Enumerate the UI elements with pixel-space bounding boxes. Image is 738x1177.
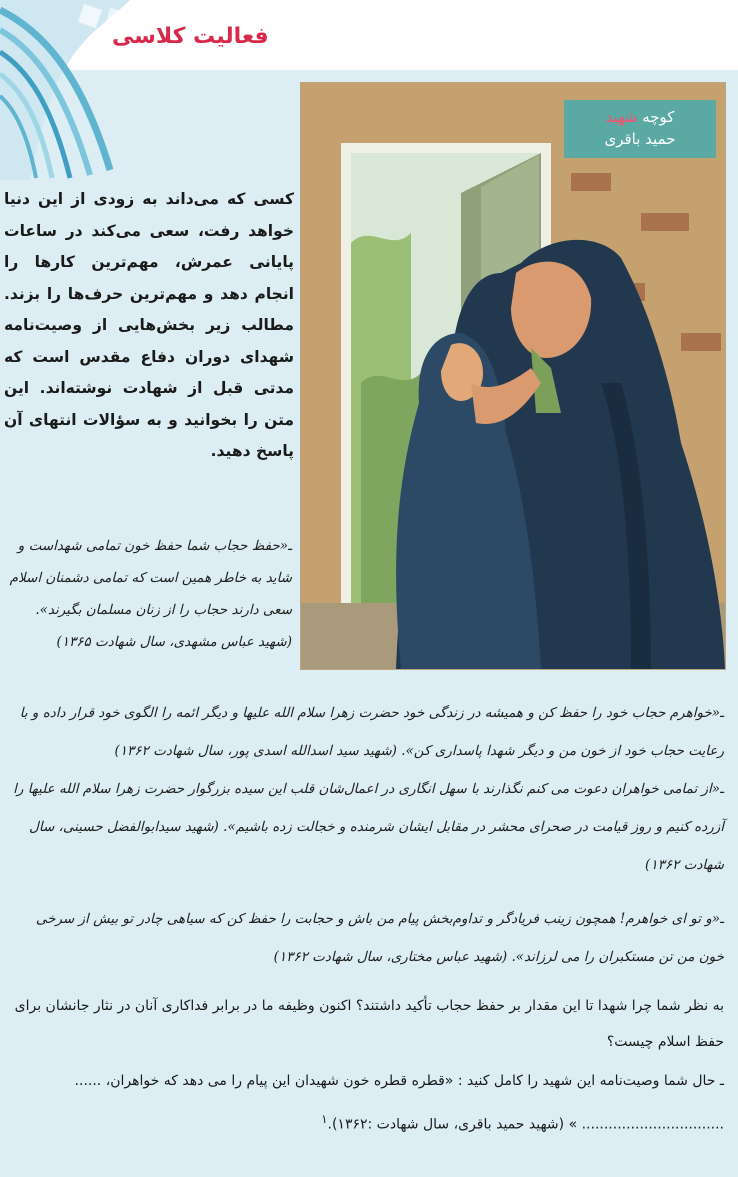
quote-text: ـ«از تمامی خواهران دعوت می کنم نگذارند با سهل انگاری در اعمال‌شان قلب این سیده بزرگوار حضرت زهرا سلام الله علیها را آزرده کنیم و روز قیامت در صحرای محشر در مقابل ایشان شرمنده و خجالت زده باشیم». (13, 781, 724, 835)
intro-paragraph: کسی که می‌داند به زودی از این دنیا خواهد رفت، سعی می‌کند در ساعات پایانی عمرش، مهم‌ترین کارها را انجام دهد و مهم‌ترین حرف‌ها را بزند. مطالب زیر بخش‌هایی از وصیت‌نامه شهدای دوران دفاع مقدس است که مدتی قبل از شهادت نوشته‌اند. این متن را بخوانید و به سؤالات انتهای آن پاسخ دهید. (4, 190, 294, 460)
completion-attribution: (شهید حمید باقری، سال شهادت :۱۳۶۲). (327, 1116, 565, 1133)
quote-attribution: (شهید عباس مشهدی، سال شهادت ۱۳۶۵) (56, 634, 292, 650)
illustration-drawing (301, 83, 725, 669)
street-sign-caption (564, 100, 716, 158)
completion-closing: » (568, 1116, 578, 1133)
answer-blank-2[interactable]: ................................ (581, 1116, 724, 1133)
quote-3 (8, 770, 724, 884)
completion-task (8, 1062, 724, 1144)
caption-line-1: کوچه شهید (605, 108, 675, 126)
discussion-question: به نظر شما چرا شهدا تا این مقدار بر حفظ حجاب تأکید داشتند؟ اکنون وظیفه ما در برابر فداکاری آنان در نثار جانشان برای حفظ اسلام چیست؟ (14, 998, 724, 1050)
caption-line-2: حمید باقری (604, 130, 676, 148)
quote-text: ـ«و تو ای خواهرم! همچون زینب فریادگر و تداوم‌بخش پیام من باش و حجابت را حفظ کن که سیاهی چادر تو بیش از سرخی خون من تن مستکبران را می لرزاند». (35, 911, 724, 965)
activity-title: فعالیت کلاسی (112, 24, 269, 49)
quote-4 (8, 900, 724, 976)
quote-2 (8, 694, 724, 770)
answer-blank-1[interactable]: ...... (74, 1073, 102, 1089)
quote-attribution: (شهید سیدابوالفضل حسینی، سال شهادت ۱۳۶۲) (29, 819, 724, 873)
quote-attribution: (شهید سید اسدالله اسدی پور، سال شهادت ۱۳۶۲) (114, 743, 397, 759)
caption-highlight: شهید (605, 108, 638, 126)
quote-attribution: (شهید عباس مختاری، سال شهادت ۱۳۶۲) (273, 949, 508, 965)
quote-text: ـ«خواهرم حجاب خود را حفظ کن و همیشه در زندگی خود حضرت زهرا سلام الله علیها و دیگر ائمه را الگوی خود قرار داده و با رعایت حجاب خود از خون من و دیگر شهدا پاسداری کن». (19, 705, 724, 759)
illustration-mother-daughter (300, 82, 726, 670)
quote-text: ـ«حفظ حجاب شما حفظ خون تمامی شهداست و شاید به خاطر همین است که تمامی دشمنان اسلام سعی دارند حجاب را از زنان مسلمان بگیرند». (9, 538, 292, 618)
quote-1 (4, 530, 292, 658)
footnote-mark: ۱ (321, 1112, 328, 1126)
completion-prompt: ـ حال شما وصیت‌نامه این شهید را کامل کنید : «قطره قطره خون شهیدان این پیام را می دهد که خواهران، (105, 1073, 724, 1089)
